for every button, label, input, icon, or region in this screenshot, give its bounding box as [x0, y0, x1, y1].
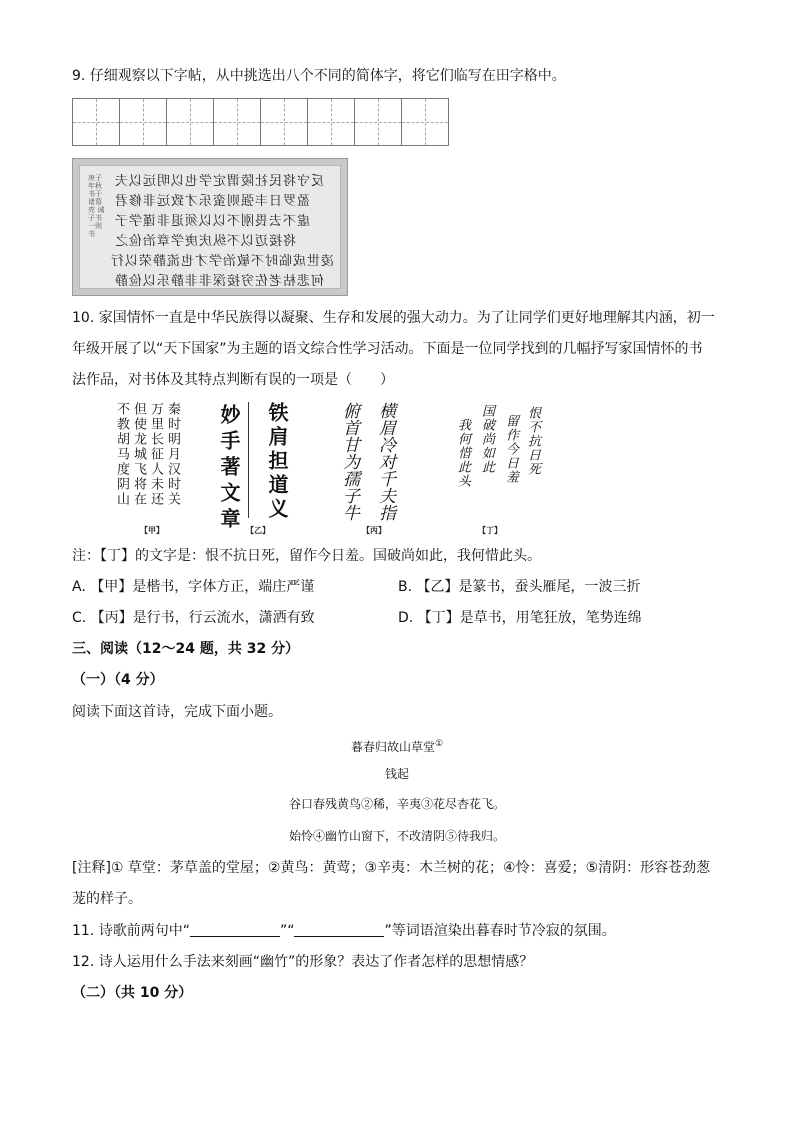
- q10-line-3: 法作品，对书体及其特点判断有误的一项是（ ）: [72, 372, 394, 388]
- copybook-row: 何悲枯老佐穷接深非非静乐以俭静: [114, 274, 325, 289]
- tianzige-cell[interactable]: [119, 98, 167, 146]
- q11: [72, 921, 616, 941]
- tianzige-cell[interactable]: [166, 98, 214, 146]
- option-a[interactable]: A. 【甲】是楷书，字体方正，端庄严谨: [72, 579, 315, 595]
- q11-prefix: 11. 诗歌前两句中“: [72, 923, 190, 939]
- ding-column: 恨不抗日死: [525, 406, 540, 476]
- poem-title-text: 暮春归故山草堂: [350, 740, 435, 754]
- bing-column: 横眉冷对千夫指: [375, 402, 395, 521]
- tianzige-cell[interactable]: [260, 98, 308, 146]
- label-yi: 【乙】: [246, 526, 270, 535]
- section-heading: 三、阅读（12～24 题，共 32 分）: [72, 641, 300, 657]
- q10-note: 注：【丁】的文字是：恨不抗日死，留作今日羞。国破尚如此，我何惜此头。: [72, 548, 541, 564]
- poem-title-note: ①: [434, 739, 444, 749]
- copybook-image: [72, 158, 348, 296]
- q9-text: 9. 仔细观察以下字帖，从中挑选出八个不同的简体字，将它们临写在田字格中。: [72, 68, 566, 84]
- yi-column: 铁肩担道义: [265, 402, 289, 522]
- tianzige-cell[interactable]: [72, 98, 120, 146]
- calligraphy-bing: [324, 402, 404, 520]
- option-c[interactable]: C. 【丙】是行书，行云流水，潇洒有致: [72, 610, 315, 626]
- copybook-row: 将接迈以不纵庆庚学章治俭之: [114, 234, 297, 249]
- poem-intro: 阅读下面这首诗，完成下面小题。: [72, 704, 282, 720]
- bing-column: 俯首甘为孺子牛: [339, 402, 359, 521]
- poem-author: 钱起: [384, 767, 409, 781]
- copybook-row: 盈罗日丰强则蛮乐才致远非修君: [114, 194, 311, 209]
- calligraphy-yi: [204, 402, 296, 534]
- poem-line-1: 谷口春残黄鸟②稀，辛夷③花尽杏花飞。: [288, 797, 505, 811]
- q11-blank-1[interactable]: [190, 922, 280, 937]
- yi-divider: [248, 402, 249, 518]
- label-jia: 【甲】: [140, 526, 164, 535]
- tianzige-cell[interactable]: [401, 98, 449, 146]
- jia-column: 秦时明月汉时关: [165, 402, 180, 507]
- q12: 12. 诗人运用什么手法来刻画“幽竹”的形象？表达了作者怎样的思想情感？: [72, 954, 534, 970]
- q10-line-2: 年级开展了以“天下国家”为主题的语文综合性学习活动。下面是一位同学找到的几幅抒写家国情怀的书: [72, 341, 703, 357]
- tianzige-cell[interactable]: [354, 98, 402, 146]
- ding-column: 国破尚如此: [479, 404, 494, 474]
- jia-column: 不教胡马度阴山: [114, 402, 129, 507]
- copybook-inscription: 庚子年秋 书于 诸葛亮 诫子书 一则 书: [88, 174, 105, 238]
- poem-title: [0, 736, 794, 755]
- ding-column: 我何惜此头: [455, 418, 470, 488]
- ding-column: 留作今日羞: [503, 414, 518, 484]
- jia-column: 但使龙城飞将在: [131, 402, 146, 507]
- q11-mid: ”“: [279, 923, 295, 939]
- label-ding: 【丁】: [478, 526, 502, 535]
- q11-suffix: ”等词语渲染出暮春时节冷寂的氛围。: [384, 923, 616, 939]
- calligraphy-ding: [428, 402, 546, 520]
- jia-column: 万里长征人未还: [148, 402, 163, 507]
- copybook-row: 反守将民社陵谓定学也以明远以夫: [114, 174, 325, 189]
- yi-column: 妙手著文章: [217, 404, 241, 534]
- option-d[interactable]: D. 【丁】是草书，用笔狂放，笔势连绵: [398, 610, 642, 626]
- part-two-heading: （二）（共 10 分）: [72, 985, 193, 1001]
- tianzige-grid[interactable]: [72, 98, 464, 146]
- poem-line-2: 始怜④幽竹山窗下，不改清阴⑤待我归。: [288, 829, 505, 843]
- q10-line-1: 10. 家国情怀一直是中华民族得以凝聚、生存和发展的强大动力。为了让同学们更好地理解其内涵，初一: [72, 310, 715, 326]
- copybook-row: 凌世成临时不敏治学才也流静荣以行: [109, 254, 334, 269]
- annotation-line-1: [注释]① 草堂：茅草盖的堂屋；②黄鸟：黄莺；③辛夷：木兰树的花；④怜：喜爱；⑤清阴：形容苍劲葱: [72, 860, 711, 876]
- q11-blank-2[interactable]: [294, 922, 384, 937]
- option-b[interactable]: B. 【乙】是篆书，蚕头雁尾，一波三折: [398, 579, 641, 595]
- part-one-heading: （一）（4 分）: [72, 672, 164, 688]
- tianzige-cell[interactable]: [213, 98, 261, 146]
- label-bing: 【丙】: [362, 526, 386, 535]
- calligraphy-jia: [114, 402, 182, 520]
- tianzige-cell[interactable]: [307, 98, 355, 146]
- annotation-line-2: 茏的样子。: [72, 891, 142, 907]
- copybook-row: 虚不去畏刚不以以须退非谨学子: [114, 214, 311, 229]
